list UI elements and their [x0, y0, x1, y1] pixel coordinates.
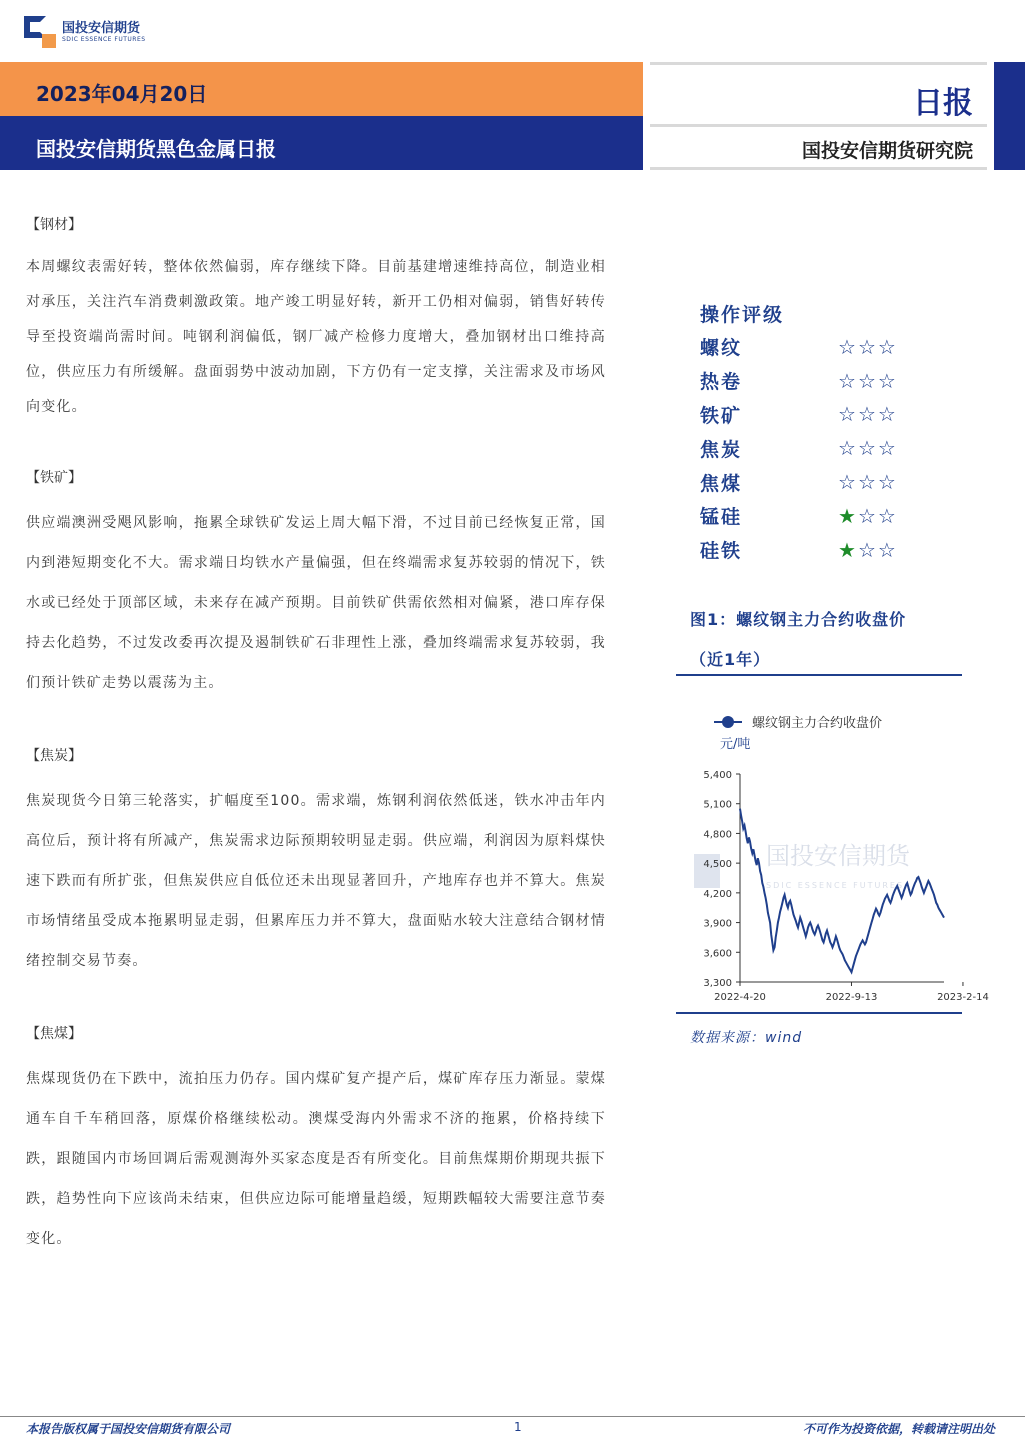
page-number: 1 — [514, 1420, 522, 1434]
logo-text-cn: 国投安信期货 — [62, 20, 141, 36]
figure-rule-top — [676, 674, 962, 676]
data-source: 数据来源：wind — [690, 1030, 803, 1046]
star-empty-icon: ☆ — [838, 334, 858, 359]
section-steel — [26, 212, 606, 425]
series-line — [740, 809, 944, 972]
rating-commodity: 焦炭 — [700, 438, 743, 461]
star-rating-icon — [838, 335, 898, 359]
star-empty-icon: ☆ — [877, 503, 898, 528]
rating-row — [700, 330, 960, 364]
star-empty-icon: ☆ — [857, 368, 878, 393]
figure-rule-bottom — [676, 1012, 962, 1014]
section-heading: 【焦煤】 — [26, 1026, 82, 1042]
star-empty-icon: ☆ — [838, 402, 858, 427]
star-rating-icon — [838, 402, 898, 426]
footer-rule — [0, 1416, 1025, 1417]
y-tick-label: 3,600 — [703, 948, 732, 960]
star-empty-icon: ☆ — [857, 402, 878, 427]
star-rating-icon — [838, 369, 898, 393]
star-empty-icon: ☆ — [877, 537, 898, 562]
figure-title-line2: （近1年） — [690, 650, 771, 669]
y-tick-label: 5,400 — [703, 770, 732, 781]
watermark-text-en: SDIC ESSENCE FUTURES — [766, 881, 905, 890]
watermark-text: 国投安信期货 — [766, 842, 910, 870]
y-tick-label: 4,200 — [703, 888, 732, 900]
legend-marker — [722, 716, 734, 728]
star-empty-icon: ☆ — [877, 402, 898, 427]
x-tick-label: 2022-9-13 — [825, 992, 878, 1003]
x-tick-label: 2022-4-20 — [714, 992, 766, 1003]
rating-panel — [700, 300, 960, 567]
star-filled-icon: ★ — [838, 503, 858, 528]
section-body: 供应端澳洲受飓风影响，拖累全球铁矿发运上周大幅下滑，不过目前已经恢复正常，国内到港短期变化不大。需求端日均铁水产量偏强，但在终端需求复苏较弱的情况下，铁水或已经处于顶部区域，未来存在减产预期。目前铁矿供需依然相对偏紧，港口库存保持去化趋势，不过发改委再次提及遏制铁矿石非理性上涨，叠加终端需求复苏较弱，我们预计铁矿走势以震荡为主。 — [26, 515, 606, 691]
commentary-column — [26, 212, 606, 1299]
section-body: 焦炭现货今日第三轮落实，扩幅度至100。需求端，炼钢利润依然低迷，铁水冲击年内高位后，预计将有所减产，焦炭需求边际预期较明显走弱。供应端，利润因为原料煤快速下跌而有所扩张，但焦炭供应自低位还未出现显著回升，产地库存也并不算大。焦炭市场情绪虽受成本拖累明显走弱，但累库压力并不算大，盘面贴水较大注意结合钢材情绪控制交易节奏。 — [26, 793, 606, 969]
star-rating-icon — [838, 538, 898, 562]
header-side-block — [994, 62, 1025, 170]
section-heading: 【钢材】 — [26, 217, 82, 233]
rating-commodity: 铁矿 — [700, 404, 743, 427]
star-rating-icon — [838, 504, 898, 528]
star-rating-icon — [838, 436, 898, 460]
star-empty-icon: ☆ — [857, 503, 878, 528]
company-logo — [24, 16, 146, 48]
header-rule-top — [650, 62, 987, 65]
star-empty-icon: ☆ — [838, 436, 858, 461]
legend-label: 螺纹钢主力合约收盘价 — [752, 716, 883, 731]
report-date: 2023年04月20日 — [36, 82, 208, 106]
rating-row — [700, 465, 960, 499]
star-empty-icon: ☆ — [857, 436, 878, 461]
section-body: 焦煤现货仍在下跌中，流拍压力仍存。国内煤矿复产提产后，煤矿库存压力渐显。蒙煤通车自千车稍回落，原煤价格继续松动。澳煤受海内外需求不济的拖累，价格持续下跌，跟随国内市场回调后需观测海外买家态度是否有所变化。目前焦煤期价期现共振下跌，趋势性向下应该尚未结束，但供应边际可能增量趋缓，短期跌幅较大需要注意节奏变化。 — [26, 1071, 606, 1247]
y-tick-label: 5,100 — [703, 799, 732, 811]
y-tick-label: 3,300 — [703, 978, 732, 989]
rating-commodity: 螺纹 — [700, 337, 743, 360]
rating-row — [700, 398, 960, 432]
figure-title-line1: 图1：螺纹钢主力合约收盘价 — [690, 610, 907, 629]
figure-title — [690, 600, 960, 680]
y-axis-label: 元/吨 — [720, 737, 751, 752]
rating-row — [700, 533, 960, 567]
footer-copyright: 本报告版权属于国投安信期货有限公司 — [26, 1422, 231, 1436]
report-title: 国投安信期货黑色金属日报 — [36, 137, 276, 161]
star-empty-icon: ☆ — [857, 334, 878, 359]
star-empty-icon: ☆ — [877, 436, 898, 461]
star-rating-icon — [838, 470, 898, 494]
x-tick-label: 2023-2-14 — [937, 992, 989, 1003]
star-empty-icon: ☆ — [838, 368, 858, 393]
rating-commodity: 硅铁 — [700, 540, 743, 563]
star-filled-icon: ★ — [838, 537, 858, 562]
star-empty-icon: ☆ — [877, 368, 898, 393]
section-body: 本周螺纹表需好转，整体依然偏弱，库存继续下降。目前基建增速维持高位，制造业相对承压，关注汽车消费刺激政策。地产竣工明显好转，新开工仍相对偏弱，销售好转传导至投资端尚需时间。吨钢利润偏低，钢厂减产检修力度增大，叠加钢材出口维持高位，供应压力有所缓解。盘面弱势中波动加剧，下方仍有一定支撑，关注需求及市场风向变化。 — [26, 259, 606, 415]
y-tick-label: 4,800 — [703, 829, 732, 841]
section-coke — [26, 743, 606, 981]
logo-mark-icon — [24, 16, 56, 48]
rating-title: 操作评级 — [700, 304, 785, 326]
star-empty-icon: ☆ — [857, 537, 878, 562]
rebar-price-chart — [676, 700, 989, 1010]
y-tick-label: 4,500 — [703, 859, 732, 871]
y-tick-label: 3,900 — [703, 918, 732, 930]
rating-commodity: 焦煤 — [700, 472, 743, 495]
rating-row — [700, 431, 960, 465]
rating-row — [700, 364, 960, 398]
institute-name: 国投安信期货研究院 — [801, 140, 973, 162]
section-heading: 【焦炭】 — [26, 748, 82, 764]
star-empty-icon: ☆ — [877, 470, 898, 495]
logo-text-en: SDIC ESSENCE FUTURES — [62, 35, 146, 43]
rating-row — [700, 499, 960, 533]
section-iron-ore — [26, 465, 606, 703]
rating-commodity: 热卷 — [700, 371, 743, 394]
section-coking-coal — [26, 1021, 606, 1259]
star-empty-icon: ☆ — [877, 334, 898, 359]
rating-commodity: 锰硅 — [700, 506, 743, 529]
doc-type-label: 日报 — [913, 86, 973, 121]
star-empty-icon: ☆ — [857, 470, 878, 495]
section-heading: 【铁矿】 — [26, 470, 82, 486]
header-rule-middle — [650, 124, 987, 127]
star-empty-icon: ☆ — [838, 470, 858, 495]
footer-disclaimer: 不可作为投资依据，转载请注明出处 — [802, 1422, 995, 1436]
header-rule-bottom — [650, 167, 987, 170]
